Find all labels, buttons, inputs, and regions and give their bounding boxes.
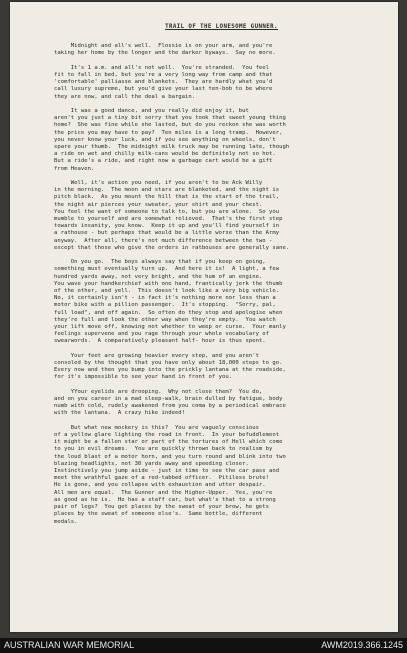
paragraph-7: YYour eyelids are drooping. Why not close them? You do, and on you career in a mad sleep-walk, brain dulled by fatigue, body numb with cold, rudely awakened from you coma by a periodical embrace with the lantana. A crazy hike indeed!	[54, 388, 286, 417]
document-body	[54, 24, 389, 532]
paragraph-6: Your feet are growing heavier every step, and you aren't consoled by the thought that you have only about 18,000 steps to go. Every now and then you bump into the prickly lantana at the roadside, for it's impossible to see your hand in front of you.	[54, 352, 286, 381]
paragraph-2: It's 1 a.m. and all's not well. You're stranded. You feel fit to fall in bed, but you're a very long way from camp and that 'comfortable' palliasse and blankets. They are hardly what you'd call luxury supreme, but you'd give your last ten-bob to be where they are now, and call the deal a bargain.	[54, 64, 273, 100]
paragraph-3: It was a good dance, and you really did enjoy it, but aren't you just a tiny bit sorry that you took that sweet young thing home? She was fine while she lasted, but do you reckon she was worth the price you may have to pay? Ten miles is a long tramp. However, you never know your luck, and if you see anything on wheels, don't spare your thumb. The midnight milk truck may be running late, though a ride on wet and chilly milk-cans would be definitely not so hot. But a ride's a ride, and right now a garbage cart would be a gift from Heaven.	[54, 108, 290, 172]
catalogue-number: AWM2019.366.1245	[321, 640, 403, 650]
paragraph-1: Midnight and all's well. Flossie is on your arm, and you're taking her home by the longer and the darker byways. Say no more.	[54, 43, 276, 57]
document-page	[10, 2, 398, 632]
institution-label: AUSTRALIAN WAR MEMORIAL	[4, 640, 135, 650]
archive-footer-bar	[0, 638, 407, 653]
document-title: TRAIL OF THE LONESOME GUNNER.	[165, 24, 278, 30]
paragraph-8: But what new mockery is this? You are vaguely conscious of a yellow glare lighting the road in front. In your befuddlement it might be a fallen star or part of the tortures of Hell which come to you in evil dreams. You are quickly thrown back to realism by the loud blast of a motor horn, and you turn round and blink into two blazing headlights, not 30 yards away and speeding closer. Instinctively you jump aside - just in time to see the car pass and meet the wrathful gaze of a red-tabbed officer. Pitiless brute! He is gone, and you collapse with exhaustion and utter despair. All men are equal. The Gunner and the Higher-Upper. Yes, you're as good as he is. He has a staff car, but what's that to a strong pair of legs? You get places by the sweat of your brow, he gets places by the sweat of someone else's. Same bottle, different medals.	[54, 424, 286, 525]
paragraph-4: Well, it's action you need, if you aren't to be Ack Willy in the morning. The moon and stars are blanketed, and the night is pitch black. As you mount the hill that is the start of the trail, the night air pierces your sweater, your shirt and your chest. You feel the want of someone to talk to, but you are alone. So you mumble to yourself and are somewhat relieved. That's the first step towards insanity, you know. Keep it up and you'll find yourself in a rathouse - but perhaps that would be a little worse than the Army anyway. After all, there's not much difference between the two - except that those who give the orders in ratbouses are generally sane.	[54, 180, 290, 251]
paragraph-5: On you go. The boys always say that if you keep on going, something must eventually turn up. And here it is! A light, a few hundred yards away, not very bright, and the hum of an engine. You wave your handkerchief with one hand, frantically jerk the thumb of the other, and yell. This doesn't look like a very big vehicle. No, it certainly isn't - in fact it's nothing more nor less than a motor bike with a pillion passenger. It's stopping. "Sorry, pal, full load", and off again. So often do they stop and apologise when they're full and look the other way when they're empty. You watch your lift move off, knowing not whether to weep or curse. Your manly feelings supervene and you rage through your whole vocabulary of swearwords. A comparatively pleasant half- hour is thus spent.	[54, 259, 286, 345]
